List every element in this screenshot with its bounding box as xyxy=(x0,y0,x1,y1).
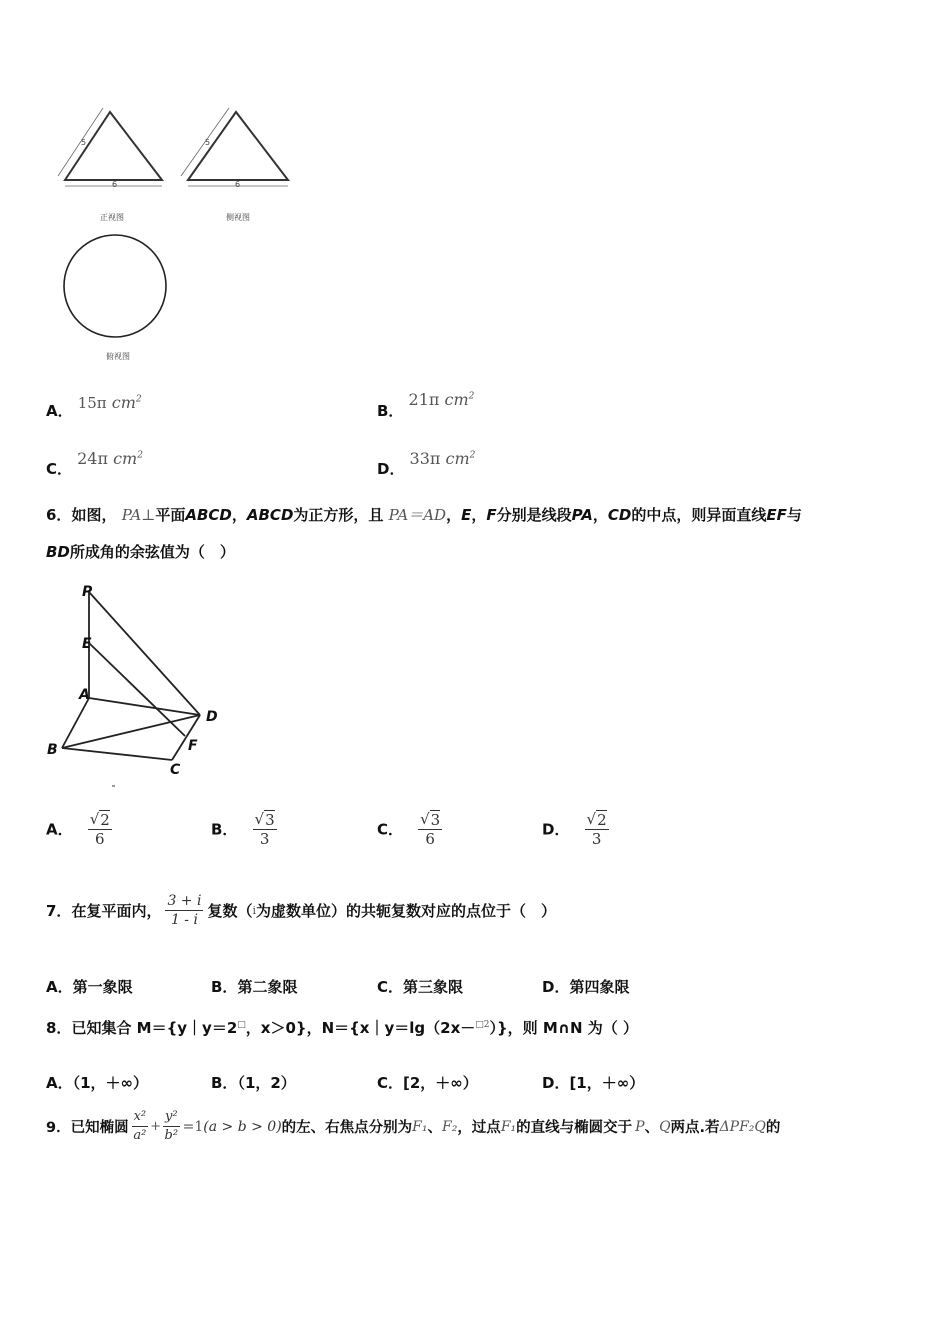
q7-stem: 7． 在复平面内， $\frac{3 + i}{1 - i}$ 复数（ i 为虚数单位）的共轭复数对应的点位于（ ） xyxy=(46,893,557,928)
q6-stem-line2: BD所成角的余弦值为（ ） xyxy=(46,543,235,561)
q7-option-b[interactable]: B．第二象限 xyxy=(211,978,298,996)
side-edge-label: 5 xyxy=(205,138,211,147)
q8-option-a[interactable]: A．（1，＋∞） xyxy=(46,1074,149,1092)
side-base-label: 6 xyxy=(235,180,241,189)
q8-option-c[interactable]: C．[2，＋∞） xyxy=(377,1074,478,1092)
q5-option-d[interactable]: D． 33π $cm^2$ xyxy=(377,449,476,478)
top-view-caption: 俯视图 xyxy=(106,352,130,361)
q5-option-b[interactable]: B． 21π $cm^2$ xyxy=(377,390,475,420)
label-f: F xyxy=(188,738,198,754)
q6-option-a[interactable]: A． $\frac{√2}{6}$ xyxy=(46,810,110,848)
q7-option-c[interactable]: C．第三象限 xyxy=(377,978,464,996)
q8-option-b[interactable]: B．（1，2） xyxy=(211,1074,296,1092)
q9-stem: 9． 已知椭圆 $\frac{\text{x²}}{\text{a²}}$ + $\frac{\text{y²}}{\text{b²}}$ =1 (a > b > 0) 的左、右焦点分别为 F₁ 、 F₂ ，过点 F₁ 的直线与椭圆交于 P 、 Q 两点.若 ΔPF₂Q 的 xyxy=(46,1109,781,1143)
q8-stem: 8．已知集合 M＝{y｜y＝2□，x＞0}，N＝{x｜y＝lg（2x－$^{□2}$）}，则 M∩N 为（ ） xyxy=(46,1019,638,1037)
q8-option-d[interactable]: D．[1，＋∞） xyxy=(542,1074,645,1092)
label-d: D xyxy=(206,709,218,725)
q5-option-c[interactable]: C． 24π $cm^2$ xyxy=(46,449,143,478)
q7-option-d[interactable]: D．第四象限 xyxy=(542,978,630,996)
front-view-caption: 正视图 xyxy=(100,213,124,222)
top-view-circle xyxy=(64,235,166,337)
q5-option-a[interactable]: A． 15π $cm^2$ xyxy=(46,393,142,420)
front-base-label: 6 xyxy=(112,180,118,189)
front-edge-label: 5 xyxy=(81,138,87,147)
label-b: B xyxy=(47,742,58,758)
side-view-triangle xyxy=(181,108,288,186)
label-a: A xyxy=(79,687,90,703)
q6-option-b[interactable]: B． $\frac{√3}{3}$ xyxy=(211,810,275,848)
side-view-caption: 侧视图 xyxy=(226,213,250,222)
q7-fraction: $\frac{3 + i}{1 - i}$ xyxy=(167,893,202,928)
q9-frac-y: $\frac{\text{y²}}{\text{b²}}$ xyxy=(164,1109,179,1143)
front-view-triangle xyxy=(58,108,162,186)
q9-frac-x: $\frac{\text{x²}}{\text{a²}}$ xyxy=(133,1109,147,1143)
q6-option-c[interactable]: C． $\frac{√3}{6}$ xyxy=(377,810,441,848)
q7-option-a[interactable]: A．第一象限 xyxy=(46,978,133,996)
q6-stem-line1: 6．如图， PA⊥平面ABCD，ABCD为正方形，且 PA＝AD，E，F分别是线段PA，CD的中点，则异面直线EF与 xyxy=(46,506,802,524)
label-p: P xyxy=(82,584,93,600)
label-e: E xyxy=(82,636,92,652)
pyramid-figure xyxy=(40,580,240,795)
label-c: C xyxy=(170,762,181,778)
q6-option-d[interactable]: D． $\frac{√2}{3}$ xyxy=(542,810,607,848)
